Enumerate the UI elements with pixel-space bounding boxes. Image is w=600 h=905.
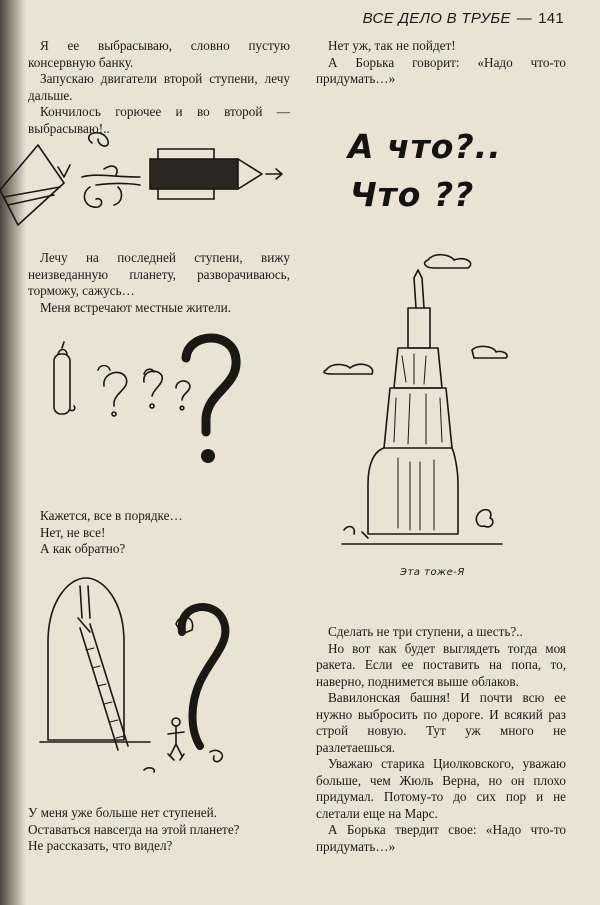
paragraph: Меня встречают местные жители. (40, 299, 232, 315)
paragraph: Нет, не все! (40, 524, 106, 540)
handwritten-question-line2: Что ?? (350, 175, 475, 214)
paragraph: Я ее выбрасываю, словно пустую консервную банку. (28, 38, 290, 70)
paragraph: А Борька говорит: «Надо что-то придумать…» (316, 54, 566, 86)
handwritten-question-line1: А что?.. (348, 127, 502, 166)
left-column-block4 (28, 805, 290, 855)
chapter-title: ВСЕ ДЕЛО В ТРУБЕ (362, 10, 511, 27)
paragraph: А Борька твердит свое: «Надо что-то придумать…» (316, 822, 566, 854)
illustration-rocket-stage-separation (0, 125, 290, 230)
text-block-rocket-stages (28, 38, 290, 137)
right-column (316, 38, 566, 88)
header-separator: — (516, 10, 533, 27)
paragraph: Не рассказать, что видел? (28, 838, 173, 853)
paragraph: А как обратно? (40, 541, 126, 556)
running-header (363, 10, 564, 27)
left-column-block2 (28, 250, 290, 316)
paragraph: У меня уже больше нет ступеней. (28, 805, 217, 820)
paragraph: Кажется, все в порядке… (40, 508, 183, 523)
right-column-block2 (316, 624, 566, 855)
illustration-rocket-tower (322, 248, 522, 558)
tower-caption: Эта тоже-Я (400, 567, 465, 578)
illustration-landed-rocket-question (40, 572, 260, 792)
illustration-alien-question-marks (40, 330, 250, 470)
left-column-block3 (28, 508, 290, 558)
paragraph: Но вот как будет выглядеть тогда моя ракета. Если ее поставить на попа, то, наверно, поднимется выше облаков. (316, 640, 566, 689)
paragraph: Уважаю старика Циолковского, уважаю больше, чем Жюль Верна, но он плохо придумал. Потому-то до сих пор и не слетали еще на Марс. (316, 756, 566, 821)
paragraph: Вавилонская башня! И почти всю ее нужно выбросить по дороге. И всякий раз строй новую. Тут уж много не разлетаешься. (316, 690, 566, 755)
page-number: 141 (538, 10, 564, 27)
left-column (28, 38, 290, 137)
paragraph: Лечу на последней ступени, вижу неизведанную планету, разворачиваюсь, торможу, сажусь… (28, 250, 290, 298)
paragraph: Оставаться навсегда на этой планете? (28, 821, 240, 837)
paragraph: Кончилось горючее и во второй — выбрасываю!.. (28, 104, 290, 136)
paragraph: Сделать не три ступени, а шесть?.. (328, 624, 523, 639)
paragraph: Запускаю двигатели второй ступени, лечу дальше. (28, 71, 290, 103)
paragraph: Нет уж, так не пойдет! (328, 38, 456, 53)
